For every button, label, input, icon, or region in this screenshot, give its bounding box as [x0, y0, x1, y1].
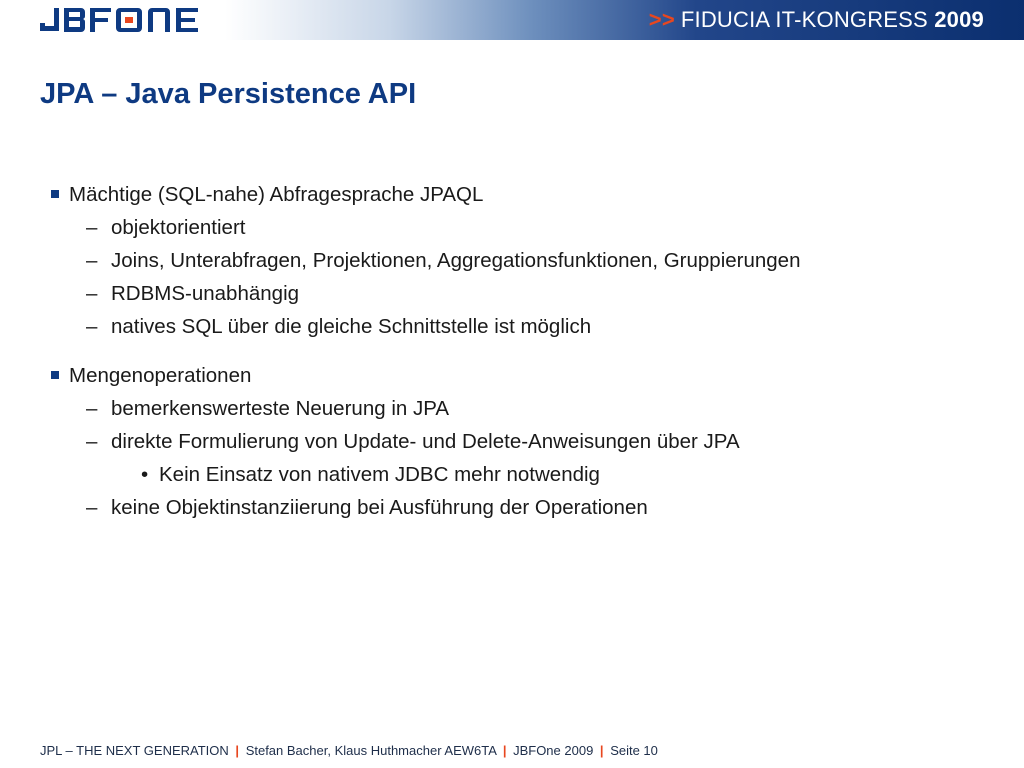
- bullet-list: [50, 178, 990, 524]
- list-item-text: bemerkenswerteste Neuerung in JPA: [111, 397, 450, 420]
- dot-marker: •: [141, 463, 149, 486]
- dash-marker: –: [86, 315, 98, 338]
- list-item: [50, 244, 990, 277]
- list-item: [50, 359, 990, 392]
- dash-marker: –: [86, 282, 98, 305]
- footer-event: JBFOne 2009: [513, 743, 594, 758]
- dash-marker: –: [86, 430, 98, 453]
- list-item: [50, 178, 990, 211]
- list-item-text: RDBMS-unabhängig: [111, 282, 300, 305]
- footer-separator: |: [502, 743, 507, 758]
- list-item-text: Joins, Unterabfragen, Projektionen, Aggregationsfunktionen, Gruppierungen: [111, 249, 801, 272]
- dash-marker: –: [86, 216, 98, 239]
- congress-label: [649, 7, 984, 33]
- jbfone-logo: [40, 8, 210, 32]
- list-item-text: direkte Formulierung von Update- und Delete-Anweisungen über JPA: [111, 430, 740, 453]
- list-item: [50, 211, 990, 244]
- list-item-text: keine Objektinstanziierung bei Ausführung der Operationen: [111, 496, 648, 519]
- list-item-text: Mengenoperationen: [69, 364, 252, 387]
- list-item: [50, 392, 990, 425]
- list-item-text: Kein Einsatz von nativem JDBC mehr notwendig: [159, 463, 600, 486]
- list-item: [50, 277, 990, 310]
- footer-separator: |: [235, 743, 240, 758]
- congress-year: 2009: [934, 7, 984, 32]
- congress-name: FIDUCIA IT-KONGRESS: [680, 7, 928, 32]
- dash-marker: –: [86, 397, 98, 420]
- footer-separator: |: [599, 743, 604, 758]
- footer-presentation: JPL – THE NEXT GENERATION: [40, 743, 229, 758]
- footer-page-number: Seite 10: [610, 743, 658, 758]
- square-bullet-icon: [51, 371, 59, 379]
- list-item: [50, 491, 990, 524]
- arrows-icon: >>: [648, 7, 675, 32]
- list-gap: [50, 343, 990, 359]
- list-item-text: objektorientiert: [111, 216, 246, 239]
- slide-title: JPA – Java Persistence API: [40, 78, 417, 110]
- dash-marker: –: [86, 249, 98, 272]
- list-item-text: natives SQL über die gleiche Schnittstelle ist möglich: [111, 315, 592, 338]
- footer: [40, 743, 658, 758]
- square-bullet-icon: [51, 190, 59, 198]
- list-item: [50, 458, 990, 491]
- footer-authors: Stefan Bacher, Klaus Huthmacher AEW6TA: [245, 743, 497, 758]
- list-item: [50, 425, 990, 458]
- list-item-text: Mächtige (SQL-nahe) Abfragesprache JPAQL: [69, 183, 484, 206]
- dash-marker: –: [86, 496, 98, 519]
- list-item: [50, 310, 990, 343]
